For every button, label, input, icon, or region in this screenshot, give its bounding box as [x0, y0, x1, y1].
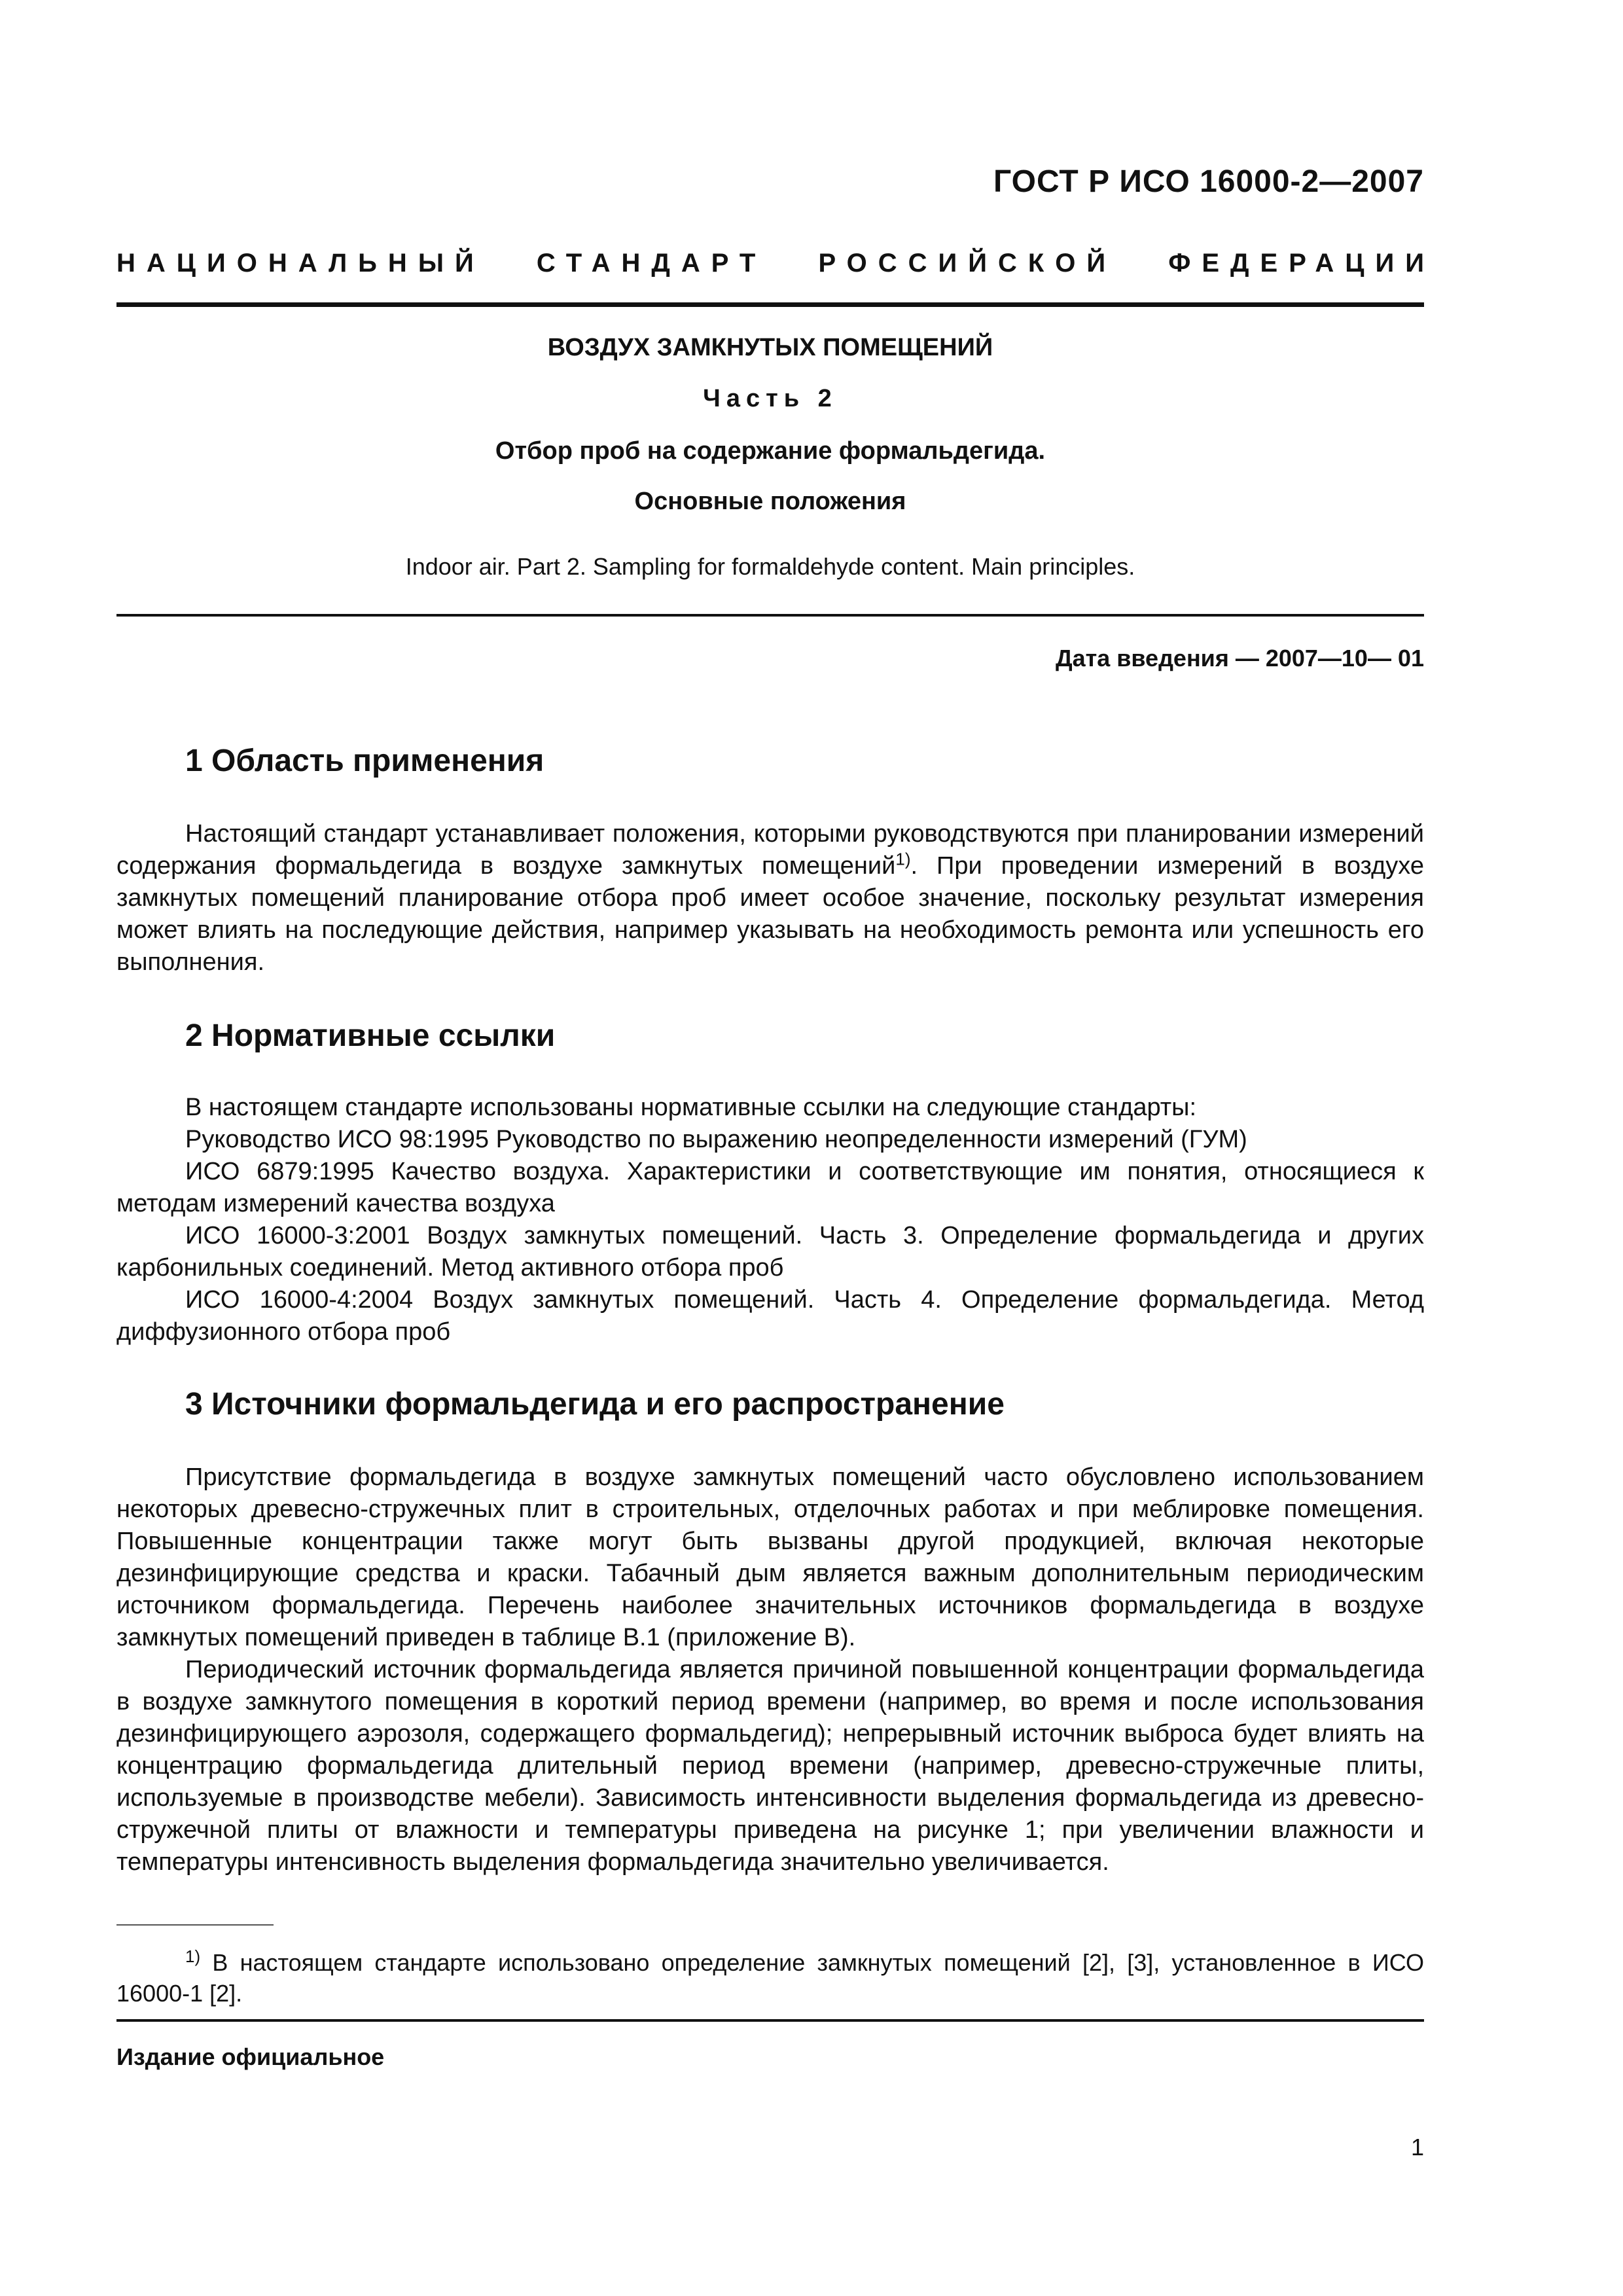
footnote-reference: 1): [895, 849, 911, 869]
paragraph: [116, 818, 1424, 978]
edition-label: Издание официальное: [116, 2043, 385, 2070]
footnote: [116, 1947, 1424, 2009]
introduction-date: Дата введения — 2007—10— 01: [1055, 645, 1424, 672]
footnote-divider: [116, 1924, 274, 1926]
banner-word: НАЦИОНАЛЬНЫЙ: [116, 249, 485, 278]
page-number: 1: [1410, 2134, 1424, 2161]
section-heading: 1 Область применения: [185, 744, 544, 778]
paragraph: Присутствие формальдегида в воздухе замкнутых помещений часто обусловлено использованием некоторых древесно-стружечных плит в строительных, отделочных работах и при меблировке помещения. Повышенные концентрации также могут быть вызваны другой продукцией, включая некоторые дезинфицирующие средства и краски. Табачный дым является важным дополнительным периодическим источником формальдегида. Перечень наиболее значительных источников формальдегида в воздухе замкнутых помещений приведен в таблице В.1 (приложение В).: [116, 1463, 1424, 1651]
section-1-body: [116, 818, 1424, 978]
banner-word: ФЕДЕРАЦИИ: [1168, 249, 1435, 278]
english-title: Indoor air. Part 2. Sampling for formaldehyde content. Main principles.: [405, 553, 1135, 580]
reference-item: ИСО 6879:1995 Качество воздуха. Характеристики и соответствующие им понятия, относящиеся к методам измерений качества воздуха: [116, 1158, 1424, 1217]
reference-item: ИСО 16000-4:2004 Воздух замкнутых помещений. Часть 4. Определение формальдегида. Метод диффузионного отбора проб: [116, 1286, 1424, 1346]
title-line-1: ВОЗДУХ ЗАМКНУТЫХ ПОМЕЩЕНИЙ: [547, 334, 993, 361]
reference-item: Руководство ИСО 98:1995 Руководство по выражению неопределенности измерений (ГУМ): [185, 1126, 1247, 1153]
section-heading: 3 Источники формальдегида и его распространение: [185, 1387, 1005, 1422]
section-heading: 2 Нормативные ссылки: [185, 1018, 556, 1053]
national-standard-banner: [116, 249, 1435, 278]
header-divider: [116, 302, 1424, 307]
paragraph-text: Настоящий стандарт устанавливает положения, которыми руководствуются при планировании измерений содержания формальдегида в воздухе замкнутых помещений: [116, 820, 1424, 880]
footnote-text: [116, 1947, 1424, 2009]
banner-word: СТАНДАРТ: [536, 249, 767, 278]
section-2-body: [116, 1092, 1424, 1348]
title-divider: [116, 614, 1424, 617]
title-line-3: Отбор проб на содержание формальдегида.: [495, 437, 1046, 465]
paragraph: Периодический источник формальдегида является причиной повышенной концентрации формальдегида в воздухе замкнутого помещения в короткий период времени (например, во время и после использования дезинфицирующего аэрозоля, содержащего формальдегид); непрерывный источник выброса будет влиять на концентрацию формальдегида длительный период времени (например, древесно-стружечные плиты, используемые в производстве мебели). Зависимость интенсивности выделения формальдегида из древесно-стружечной плиты от влажности и температуры приведена на рисунке 1; при увеличении влажности и температуры интенсивность выделения формальдегида значительно увеличивается.: [116, 1656, 1424, 1876]
banner-word: РОССИЙСКОЙ: [818, 249, 1117, 278]
reference-item: ИСО 16000-3:2001 Воздух замкнутых помещений. Часть 3. Определение формальдегида и других карбонильных соединений. Метод активного отбора проб: [116, 1222, 1424, 1282]
footnote-body: В настоящем стандарте использовано определение замкнутых помещений [2], [3], установленное в ИСО 16000-1 [2].: [116, 1949, 1424, 2007]
title-part: Часть 2: [703, 385, 838, 412]
document-code: ГОСТ Р ИСО 16000-2—2007: [993, 164, 1424, 199]
title-line-4: Основные положения: [634, 488, 906, 515]
paragraph: В настоящем стандарте использованы нормативные ссылки на следующие стандарты:: [185, 1094, 1197, 1121]
footnote-mark: 1): [185, 1946, 201, 1966]
paragraph-text: . При проведении измерений в воздухе замкнутых помещений планирование отбора проб имеет особое значение, поскольку результат измерения может влиять на последующие действия, например указывать на необходимость ремонта или успешность его выполнения.: [116, 852, 1424, 976]
footer-divider: [116, 2019, 1424, 2022]
section-3-body: [116, 1462, 1424, 1878]
